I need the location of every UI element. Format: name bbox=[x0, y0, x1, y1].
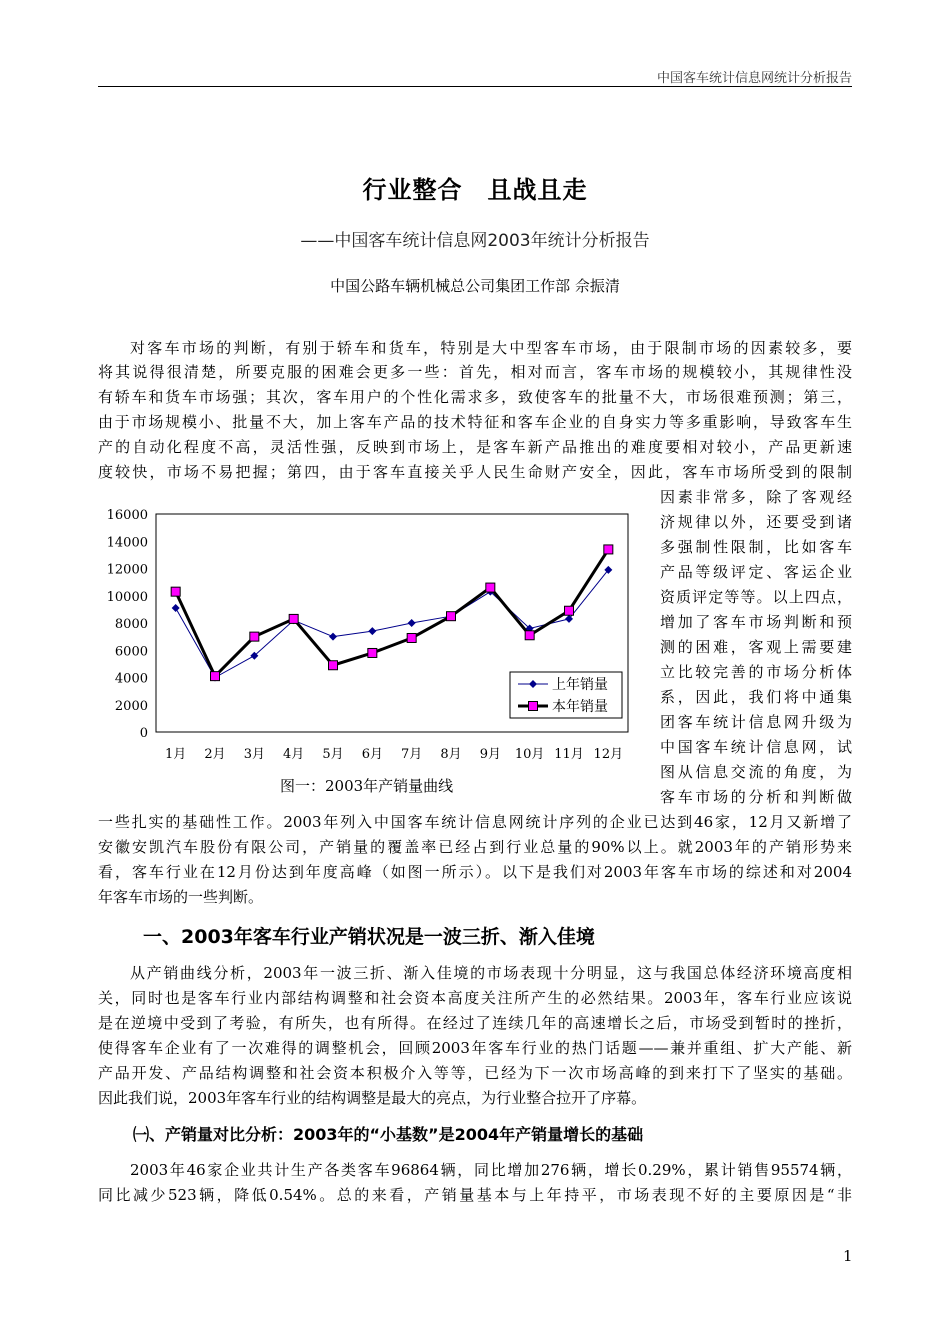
section1-line: 从产销曲线分析，2003年一波三折、渐入佳境的市场表现十分明显，这与我国总体经济环境高度相 bbox=[130, 964, 852, 982]
x-tick-label: 8月 bbox=[440, 747, 462, 762]
chart-legend bbox=[510, 672, 622, 718]
intro-line: 将其说得很清楚，所要克服的困难会更多一些：首先，相对而言，客车市场的规模较小，其规律性没 bbox=[98, 363, 852, 381]
y-tick-label: 10000 bbox=[106, 589, 148, 605]
intro-line: 一些扎实的基础性工作。2003年列入中国客车统计信息网统计序列的企业已达到46家，12月又新增了 bbox=[98, 813, 852, 831]
intro-wrap-line: 客车市场的分析和判断做 bbox=[660, 788, 852, 806]
data-point-series-1 bbox=[408, 619, 416, 627]
intro-line: 年客车市场的一些判断。 bbox=[98, 888, 264, 906]
data-point-series-2 bbox=[329, 661, 338, 670]
intro-line: 对客车市场的判断，有别于轿车和货车，特别是大中型客车市场，由于限制市场的因素较多，要 bbox=[130, 339, 852, 357]
intro-wrap-line: 团客车统计信息网升级为 bbox=[660, 713, 852, 731]
data-point-series-1 bbox=[329, 633, 337, 641]
intro-wrap-line: 立比较完善的市场分析体 bbox=[660, 663, 852, 681]
section1-line: 是在逆境中受到了考验，有所失，也有所得。在经过了连续几年的高速增长之后，市场受到暂时的挫折， bbox=[98, 1014, 852, 1032]
data-point-series-2 bbox=[565, 606, 574, 615]
data-point-series-2 bbox=[486, 583, 495, 592]
x-tick-label: 6月 bbox=[361, 747, 383, 762]
intro-wrap-line: 测的困难，客观上需要建 bbox=[660, 638, 852, 656]
header-text: 中国客车统计信息网统计分析报告 bbox=[656, 71, 852, 86]
x-tick-label: 7月 bbox=[401, 747, 423, 762]
figure-caption: 图一：2003年产销量曲线 bbox=[280, 777, 454, 795]
intro-line: 度较快，市场不易把握；第四，由于客车直接关乎人民生命财产安全，因此，客车市场所受到的限制 bbox=[98, 463, 852, 481]
subsection-line: 同比减少523辆，降低0.54%。总的来看，产销量基本与上年持平，市场表现不好的主要原因是“非 bbox=[98, 1186, 852, 1204]
y-tick-label: 0 bbox=[139, 726, 148, 741]
legend-label: 本年销量 bbox=[552, 699, 608, 715]
x-axis-ticks bbox=[165, 747, 623, 762]
x-tick-label: 5月 bbox=[322, 747, 344, 762]
legend-marker bbox=[529, 702, 538, 711]
section1-line: 关，同时也是客车行业内部结构调整和社会资本高度关注所产生的必然结果。2003年，客车行业应该说 bbox=[98, 989, 852, 1007]
intro-wrap-line: 图从信息交流的角度，为 bbox=[660, 763, 852, 781]
data-point-series-2 bbox=[525, 631, 534, 640]
section1-line: 产品开发、产品结构调整和社会资本积极介入等等，已经为下一次市场高峰的到来打下了坚实的基础。 bbox=[98, 1064, 852, 1082]
data-point-series-2 bbox=[407, 633, 416, 642]
page-number: 1 bbox=[843, 1247, 853, 1265]
intro-wrap-line: 增加了客车市场判断和预 bbox=[660, 613, 852, 631]
author-line: 中国公路车辆机械总公司集团工作部 佘振清 bbox=[330, 277, 620, 295]
data-point-series-2 bbox=[171, 587, 180, 596]
intro-line: 安徽安凯汽车股份有限公司，产销量的覆盖率已经占到行业总量的90%以上。就2003年的产销形势来 bbox=[98, 838, 852, 856]
intro-wrap-line: 中国客车统计信息网，试 bbox=[660, 738, 852, 756]
data-point-series-2 bbox=[289, 614, 298, 623]
y-tick-label: 14000 bbox=[106, 535, 148, 551]
data-point-series-2 bbox=[368, 648, 377, 657]
x-tick-label: 3月 bbox=[243, 747, 265, 762]
data-point-series-2 bbox=[447, 612, 456, 621]
subsection-heading: ㈠、产销量对比分析：2003年的“小基数”是2004年产销量增长的基础 bbox=[133, 1125, 644, 1144]
intro-line: 有轿车和货车市场强；其次，客车用户的个性化需求多，致使客车的批量不大，市场很难预测；第三， bbox=[98, 388, 852, 406]
data-point-series-2 bbox=[250, 632, 259, 641]
y-tick-label: 16000 bbox=[106, 508, 148, 523]
data-point-series-2 bbox=[604, 545, 613, 554]
intro-wrap-line: 系，因此，我们将中通集 bbox=[660, 688, 852, 706]
data-point-series-2 bbox=[211, 672, 220, 681]
x-tick-label: 2月 bbox=[204, 747, 226, 762]
intro-wrap-line: 产品等级评定、客运企业 bbox=[660, 563, 852, 581]
series-line-2 bbox=[176, 549, 609, 676]
subsection-line: 2003年46家企业共计生产各类客车96864辆，同比增加276辆，增长0.29%，累计销售95574辆， bbox=[130, 1161, 852, 1179]
page-title: 行业整合 且战且走 bbox=[362, 176, 588, 204]
y-tick-label: 8000 bbox=[114, 617, 148, 632]
x-tick-label: 11月 bbox=[554, 747, 584, 762]
intro-line: 由于市场规模小、批量不大，加上客车产品的技术特征和客车企业的自身实力等多重影响，导致客车生 bbox=[98, 413, 852, 431]
x-tick-label: 9月 bbox=[479, 747, 501, 762]
section1-line: 因此我们说，2003年客车行业的结构调整是最大的亮点，为行业整合拉开了序幕。 bbox=[98, 1089, 647, 1107]
x-tick-label: 1月 bbox=[165, 747, 187, 762]
intro-wrap-line: 资质评定等等。以上四点， bbox=[660, 588, 852, 606]
intro-line: 看，客车行业在12月份达到年度高峰（如图一所示）。以下是我们对2003年客车市场的综述和对2004 bbox=[98, 863, 852, 881]
x-tick-label: 12月 bbox=[593, 747, 624, 762]
intro-line: 产的自动化程度不高，灵活性强，反映到市场上，是客车新产品推出的难度要相对较小，产品更新速 bbox=[98, 438, 852, 456]
data-point-series-1 bbox=[368, 627, 376, 635]
section-heading: 一、2003年客车行业产销状况是一波三折、渐入佳境 bbox=[143, 926, 595, 948]
intro-wrap-line: 多强制性限制，比如客车 bbox=[660, 538, 852, 556]
header-rule bbox=[98, 86, 852, 87]
y-tick-label: 6000 bbox=[114, 644, 148, 660]
chart-series bbox=[171, 545, 613, 682]
data-point-series-1 bbox=[172, 604, 180, 612]
sales-line-chart bbox=[98, 500, 638, 770]
y-tick-label: 12000 bbox=[106, 562, 148, 578]
y-tick-label: 4000 bbox=[114, 671, 148, 687]
section1-line: 使得客车企业有了一次难得的调整机会，回顾2003年客车行业的热门话题——兼并重组、扩大产能、新 bbox=[98, 1039, 852, 1057]
intro-wrap-line: 济规律以外，还要受到诸 bbox=[660, 513, 852, 531]
page-subtitle: ——中国客车统计信息网2003年统计分析报告 bbox=[300, 231, 650, 251]
x-tick-label: 4月 bbox=[283, 747, 305, 762]
x-tick-label: 10月 bbox=[514, 747, 545, 762]
series-line-1 bbox=[176, 570, 609, 678]
y-axis-ticks bbox=[107, 508, 148, 741]
y-tick-label: 2000 bbox=[114, 698, 148, 714]
intro-wrap-line: 因素非常多，除了客观经 bbox=[660, 488, 852, 506]
legend-label: 上年销量 bbox=[552, 677, 608, 693]
